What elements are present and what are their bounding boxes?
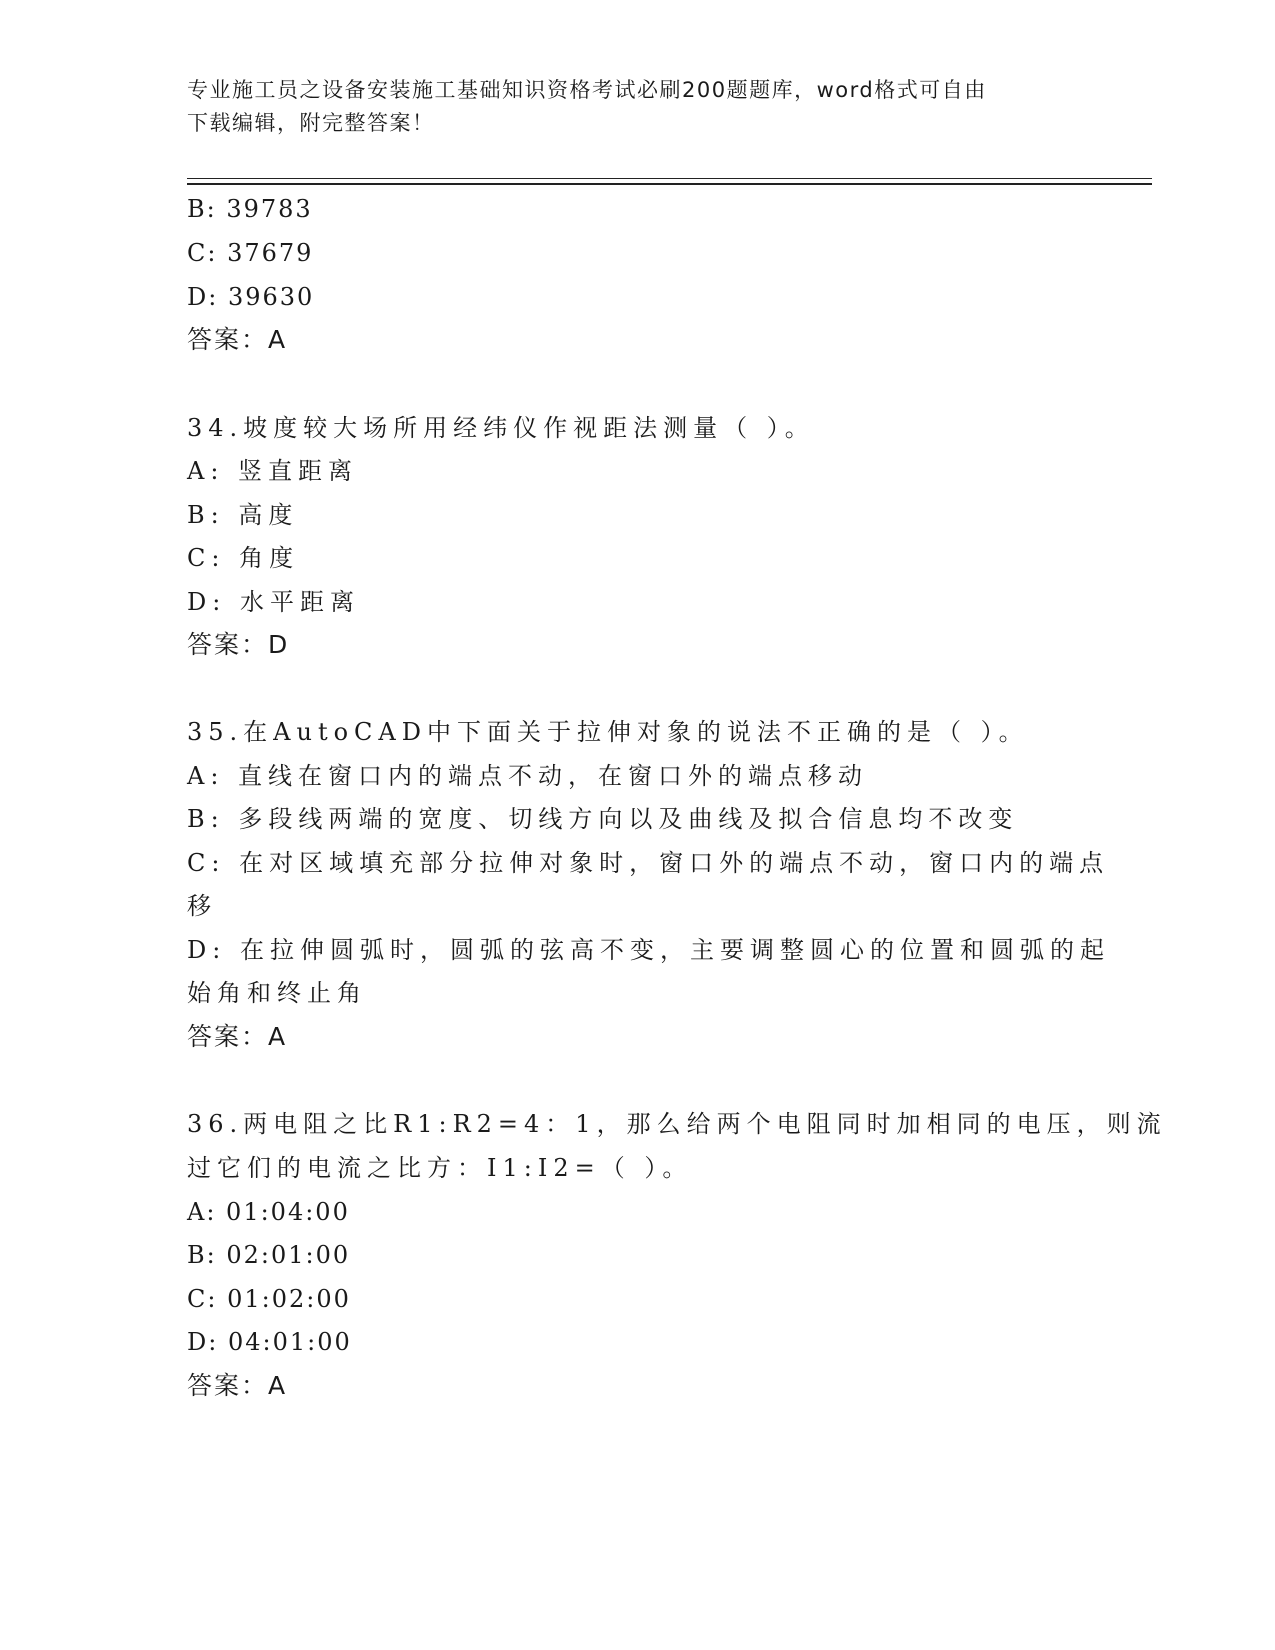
q36-option-d: D: 04:01:00 — [187, 1328, 352, 1356]
q36-option-c: C: 01:02:00 — [187, 1285, 351, 1313]
q35-option-b: B: 多段线两端的宽度、切线方向以及曲线及拟合信息均不改变 — [187, 805, 1019, 833]
q35-answer: 答案：A — [187, 1022, 288, 1051]
q36-answer: 答案：A — [187, 1371, 288, 1400]
q33-option-c: C: 37679 — [187, 239, 314, 267]
header-divider-thick — [187, 183, 1152, 185]
q33-option-b: B: 39783 — [187, 195, 313, 223]
header-line-1: 专业施工员之设备安装施工基础知识资格考试必刷200题题库，word格式可自由 — [187, 78, 987, 102]
q34-option-c: C: 角度 — [187, 544, 300, 572]
q34-option-b: B: 高度 — [187, 501, 299, 529]
q36-question-line-1: 36.两电阻之比R1:R2=4：1，那么给两个电阻同时加相同的电压，则流 — [187, 1110, 1167, 1138]
q35-option-c-line-2: 移 — [187, 892, 217, 920]
q34-option-d: D: 水平距离 — [187, 588, 360, 616]
q33-option-d: D: 39630 — [187, 283, 315, 311]
q33-answer: 答案：A — [187, 325, 288, 354]
q36-option-a: A: 01:04:00 — [187, 1198, 350, 1226]
q36-option-b: B: 02:01:00 — [187, 1241, 351, 1269]
q36-question-line-2: 过它们的电流之比方：I1:I2=（ ）。 — [187, 1154, 693, 1182]
q35-question: 35.在AutoCAD中下面关于拉伸对象的说法不正确的是（ ）。 — [187, 718, 1029, 746]
q35-option-d-line-1: D: 在拉伸圆弧时，圆弧的弦高不变，主要调整圆心的位置和圆弧的起 — [187, 936, 1110, 964]
q35-option-a: A: 直线在窗口内的端点不动，在窗口外的端点移动 — [187, 762, 869, 790]
q34-answer: 答案：D — [187, 630, 290, 659]
q35-option-d-line-2: 始角和终止角 — [187, 979, 367, 1007]
document-header — [187, 74, 1087, 140]
header-divider-thin — [187, 178, 1152, 179]
q34-option-a: A: 竖直距离 — [187, 457, 359, 485]
q35-option-c-line-1: C: 在对区域填充部分拉伸对象时，窗口外的端点不动，窗口内的端点 — [187, 849, 1110, 877]
header-line-2: 下载编辑，附完整答案！ — [187, 111, 435, 135]
q34-question: 34.坡度较大场所用经纬仪作视距法测量（ ）。 — [187, 414, 815, 442]
